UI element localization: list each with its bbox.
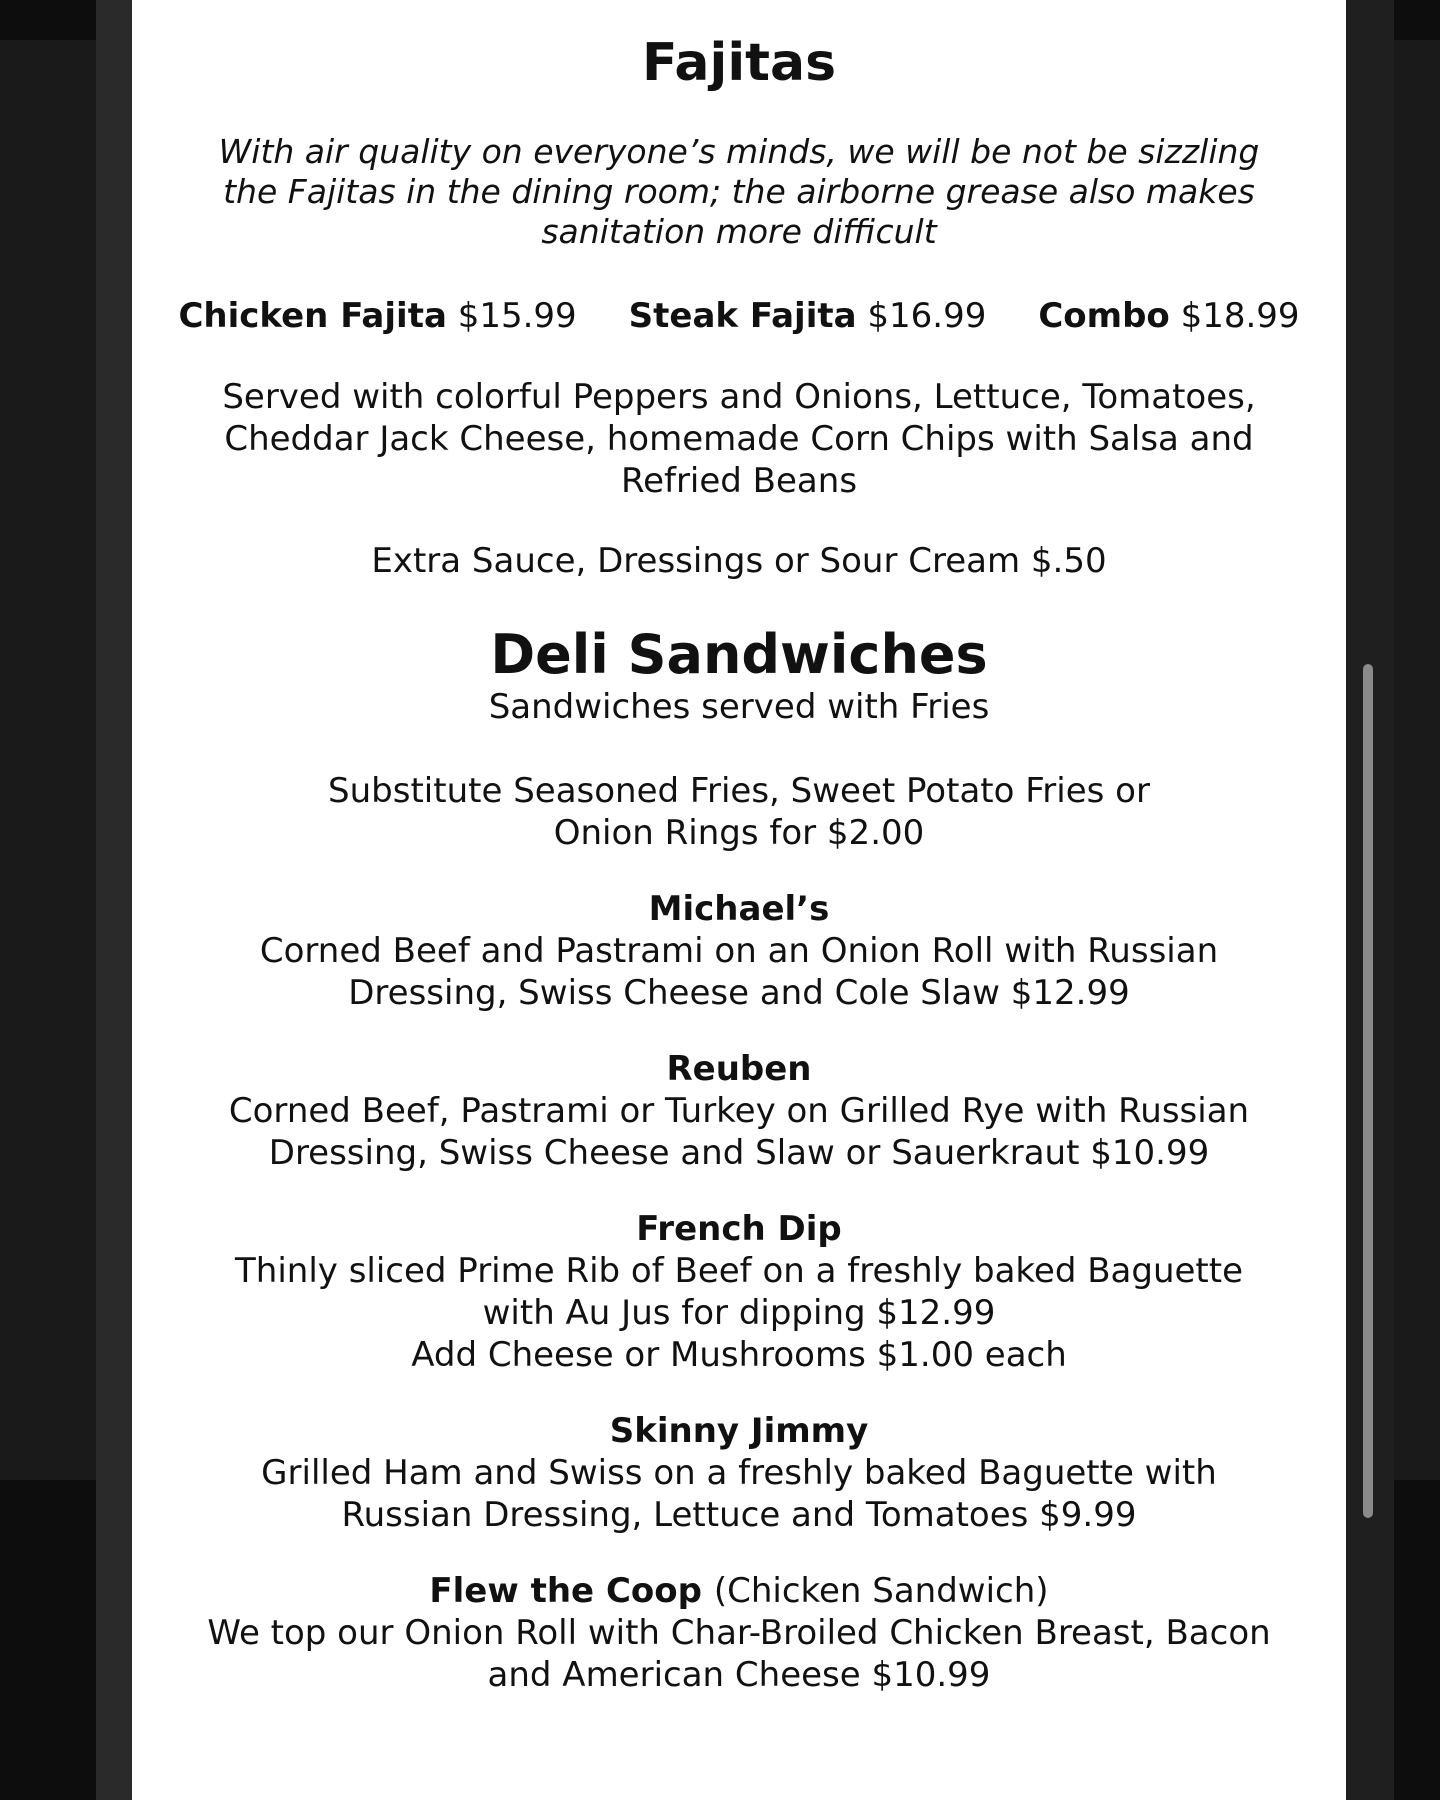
fajita-option	[629, 294, 987, 338]
fajitas-extra: Extra Sauce, Dressings or Sour Cream $.50	[371, 541, 1107, 581]
menu-item-note: (Chicken Sandwich)	[713, 1571, 1049, 1611]
menu-item	[132, 1570, 1346, 1696]
fajitas-title: Fajitas	[641, 33, 837, 93]
menu-item-name: Flew the Coop	[429, 1571, 702, 1611]
deli-subtitle: Sandwiches served with Fries	[488, 687, 990, 727]
background-page-left	[0, 40, 96, 1480]
fajita-option-price: $16.99	[867, 296, 987, 336]
fajitas-description: Served with colorful Peppers and Onions, Lettuce, Tomatoes, Cheddar Jack Cheese, homemade Corn Chips with Salsa and Refried Beans	[222, 377, 1256, 501]
menu-item-description: Grilled Ham and Swiss on a freshly baked Baguette with Russian Dressing, Lettuce and Tomatoes $9.99	[261, 1453, 1217, 1535]
menu-item	[132, 888, 1346, 1014]
fajita-option-price: $15.99	[457, 296, 577, 336]
menu-content	[132, 28, 1346, 1696]
fajita-prices	[132, 294, 1346, 338]
menu-item	[132, 1410, 1346, 1536]
fajita-option-name: Chicken Fajita	[178, 296, 447, 336]
menu-item-description: Corned Beef and Pastrami on an Onion Roll with Russian Dressing, Swiss Cheese and Cole Slaw $12.99	[259, 931, 1219, 1013]
menu-item-description: We top our Onion Roll with Char-Broiled Chicken Breast, Bacon and American Cheese $10.99	[207, 1613, 1271, 1695]
deli-title: Deli Sandwiches	[490, 623, 988, 686]
scrollbar-thumb[interactable]	[1363, 664, 1373, 1518]
fajitas-note: With air quality on everyone’s minds, we will be not be sizzling the Fajitas in the dining room; the airborne grease also makes sanitation more difficult	[218, 132, 1260, 251]
menu-item-name: Reuben	[666, 1049, 812, 1089]
menu-page	[132, 0, 1346, 1800]
fajita-option	[178, 294, 576, 338]
menu-item	[132, 1208, 1346, 1376]
menu-item	[132, 1048, 1346, 1174]
menu-item-name: Skinny Jimmy	[609, 1411, 869, 1451]
menu-viewer	[96, 0, 1346, 1800]
menu-item-name: Michael’s	[648, 889, 830, 929]
menu-item-description: Thinly sliced Prime Rib of Beef on a freshly baked Baguette with Au Jus for dipping $12.99	[235, 1251, 1243, 1333]
menu-item-description: Corned Beef, Pastrami or Turkey on Grilled Rye with Russian Dressing, Swiss Cheese and Slaw or Sauerkraut $10.99	[228, 1091, 1250, 1173]
menu-item-name-row	[132, 1570, 1346, 1612]
menu-item-addon: Add Cheese or Mushrooms $1.00 each	[411, 1335, 1067, 1375]
deli-substitute: Substitute Seasoned Fries, Sweet Potato Fries or Onion Rings for $2.00	[328, 771, 1150, 853]
fajita-option-price: $18.99	[1180, 296, 1300, 336]
menu-item-name: French Dip	[636, 1209, 842, 1249]
fajita-option	[1038, 294, 1299, 338]
fajita-option-name: Steak Fajita	[628, 296, 857, 336]
fajita-option-name: Combo	[1038, 296, 1170, 336]
